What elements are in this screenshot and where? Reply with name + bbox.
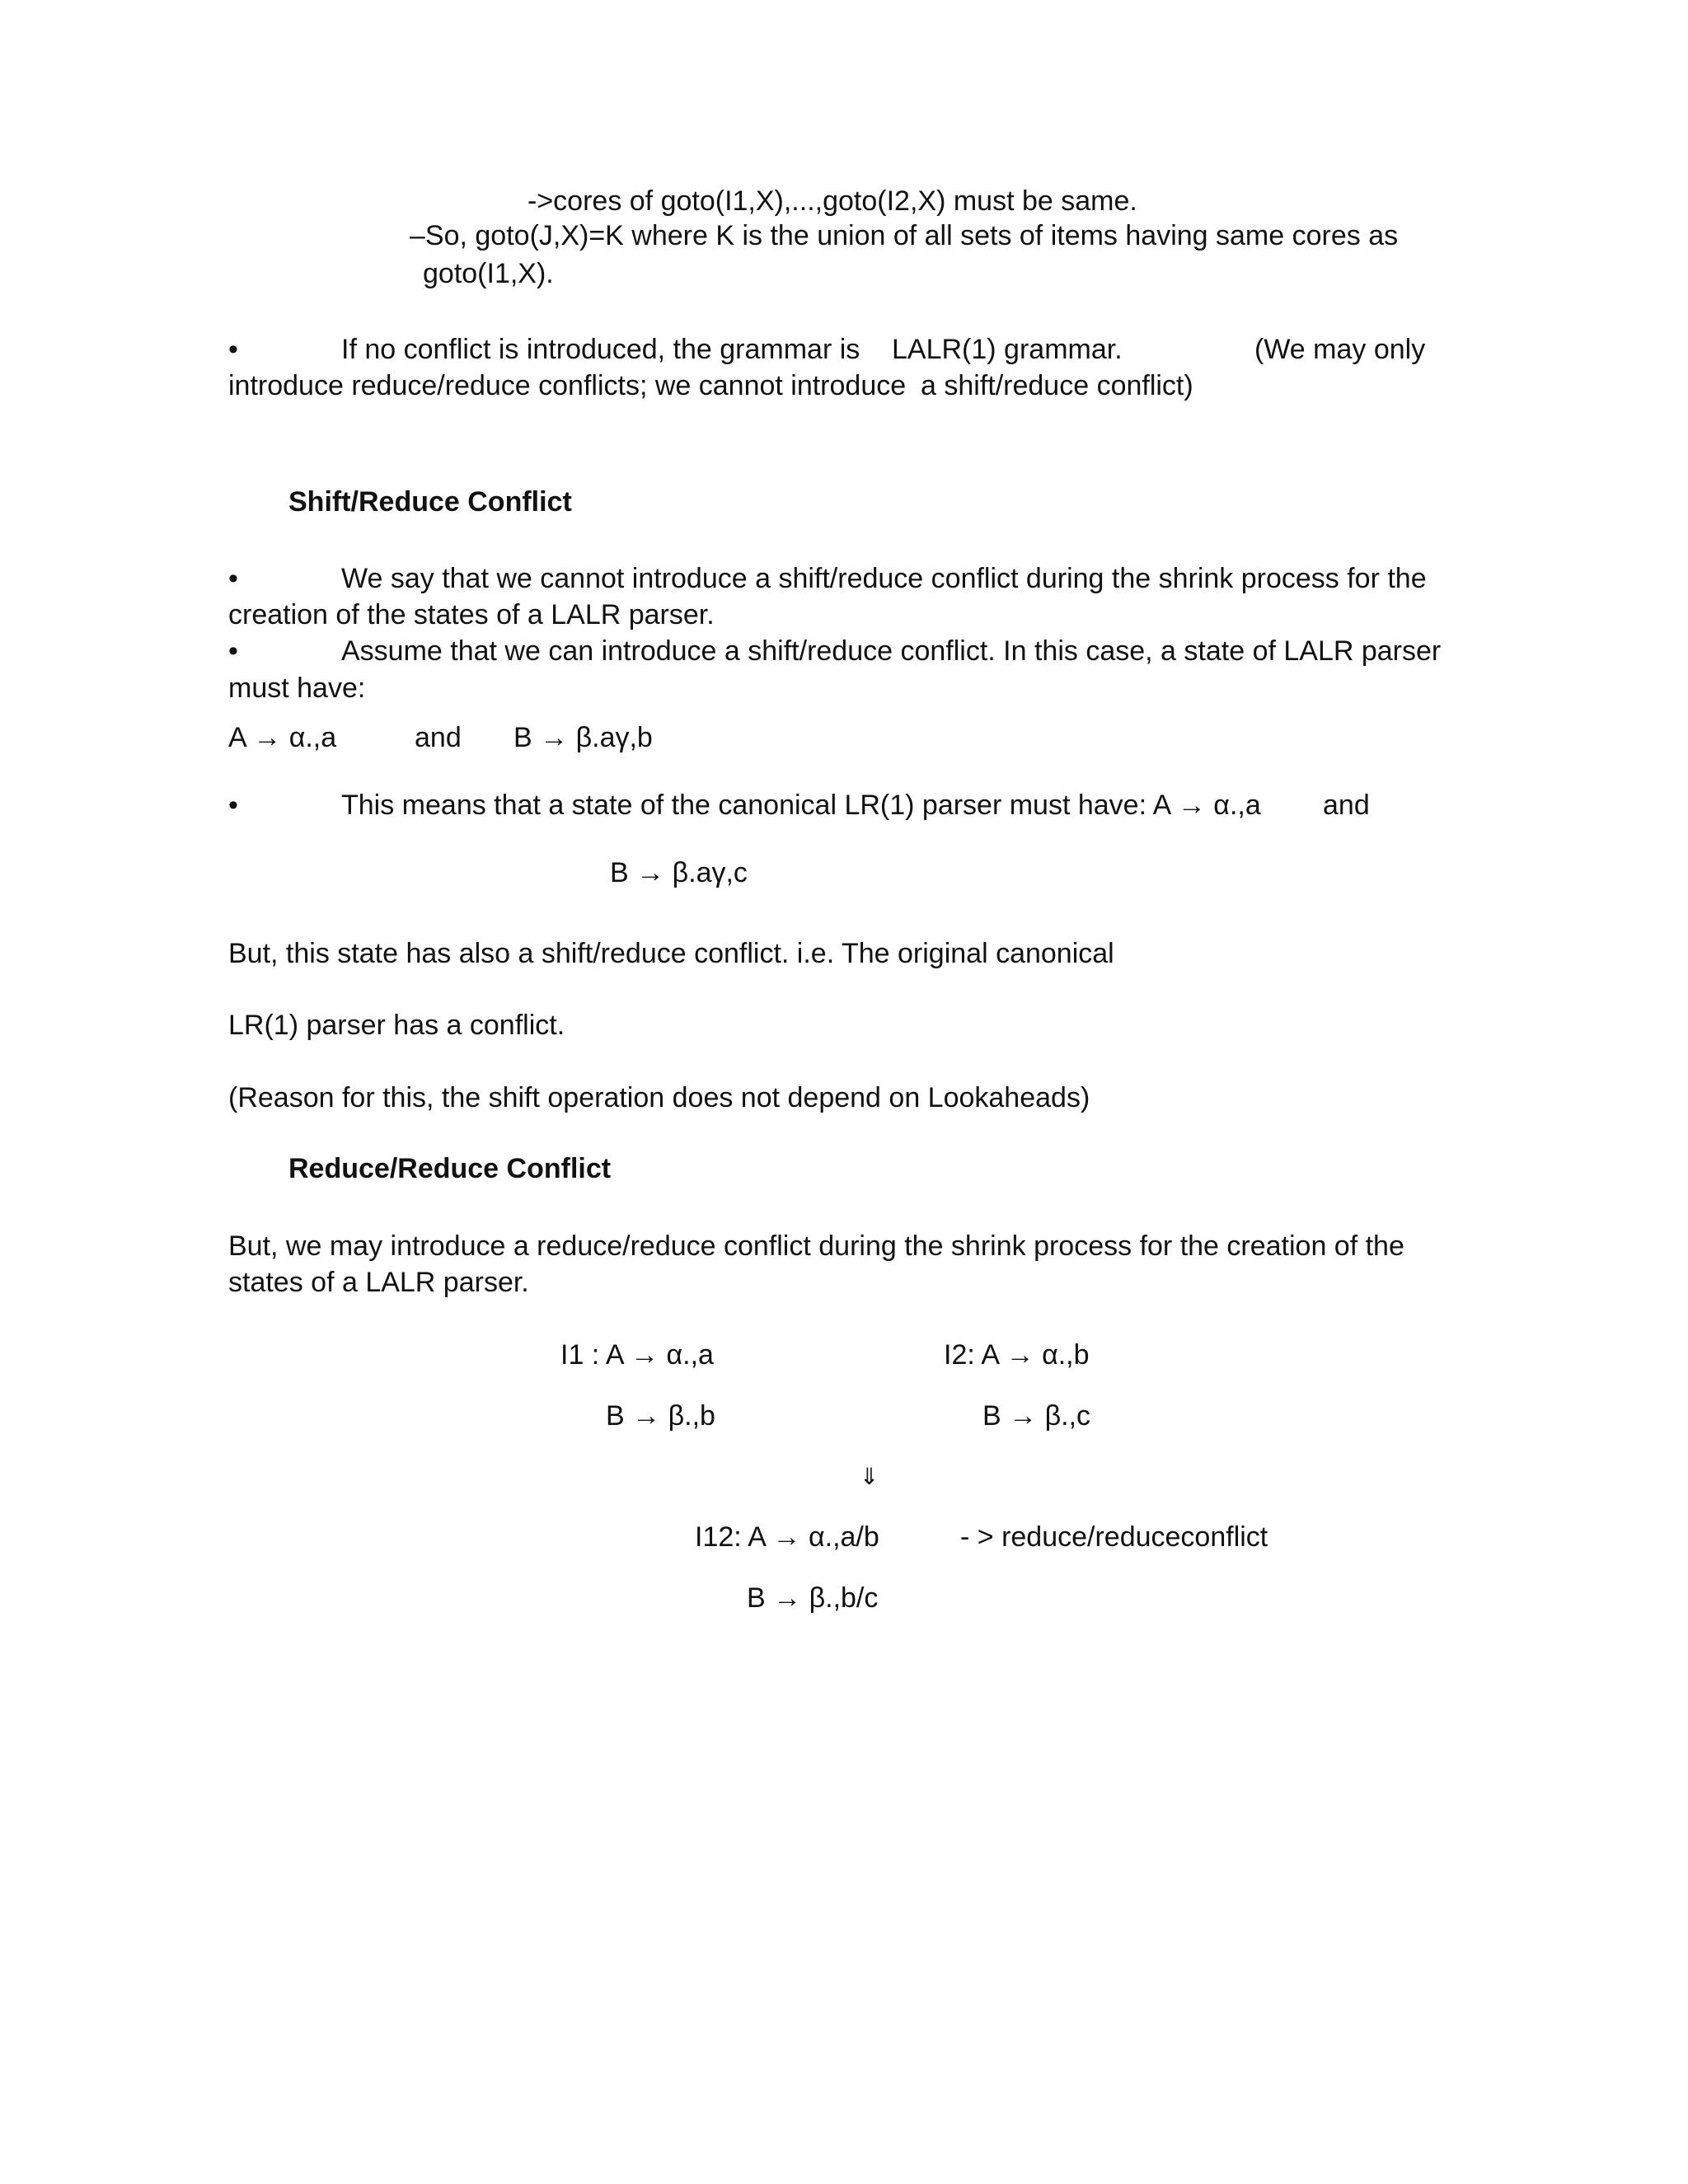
production-b-c: B → β.aγ,c — [610, 857, 748, 888]
lalr-note-col1: If no conflict is introduced, the grammar is — [341, 334, 860, 365]
sr-bullet2-line1: Assume that we can introduce a shift/reduce conflict. In this case, a state of LALR parser — [341, 635, 1442, 667]
conflict-note: - > reduce/reduceconflict — [960, 1521, 1268, 1553]
sr-para-2: LR(1) parser has a conflict. — [228, 1010, 565, 1041]
intro-line-1: ->cores of goto(I1,X),...,goto(I2,X) must be same. — [528, 185, 1137, 217]
and-text: and — [415, 722, 462, 753]
lalr-note-col2: LALR(1) grammar. — [892, 334, 1123, 365]
state-i2-item-a: I2: A → α.,b — [944, 1339, 1090, 1371]
sr-bullet1-line2: creation of the states of a LALR parser. — [228, 599, 715, 630]
rr-line-2: states of a LALR parser. — [228, 1267, 529, 1298]
state-i1-item-b: B → β.,b — [606, 1400, 715, 1432]
rr-line-1: But, we may introduce a reduce/reduce conflict during the shrink process for the creation of the — [228, 1230, 1404, 1262]
state-i2-item-b: B → β.,c — [982, 1400, 1091, 1432]
section-heading-reduce-reduce: Reduce/Reduce Conflict — [288, 1153, 612, 1184]
down-arrow-icon: ⇓ — [860, 1464, 879, 1489]
state-i12-item-b: B → β.,b/c — [747, 1582, 879, 1614]
intro-line-2: –So, goto(J,X)=K where K is the union of all sets of items having same cores as — [410, 220, 1399, 251]
production-a: A → α.,a — [228, 722, 337, 753]
and-text: and — [1323, 790, 1370, 821]
sr-para-3: (Reason for this, the shift operation does not depend on Lookaheads) — [228, 1082, 1090, 1113]
production-b: B → β.aγ,b — [513, 722, 653, 753]
intro-line-3: goto(I1,X). — [423, 258, 554, 289]
state-i12-item-a: I12: A → α.,a/b — [695, 1521, 879, 1553]
state-i1-item-a: I1 : A → α.,a — [560, 1339, 714, 1371]
section-heading-shift-reduce: Shift/Reduce Conflict — [288, 486, 572, 518]
lalr-note-col3: (We may only — [1254, 334, 1426, 365]
bullet: • — [228, 334, 238, 365]
bullet: • — [228, 635, 238, 667]
sr-bullet3-text: This means that a state of the canonical LR(1) parser must have: A → α.,a — [341, 790, 1261, 821]
bullet: • — [228, 563, 238, 594]
bullet: • — [228, 790, 238, 821]
sr-bullet2-line2: must have: — [228, 673, 366, 704]
sr-para-1: But, this state has also a shift/reduce conflict. i.e. The original canonical — [228, 938, 1114, 969]
lalr-note-line2a: introduce reduce/reduce conflicts; we cannot introduce — [228, 370, 907, 401]
lalr-note-line2b: a shift/reduce conflict) — [921, 370, 1193, 401]
sr-bullet1-line1: We say that we cannot introduce a shift/reduce conflict during the shrink process for the — [341, 563, 1427, 594]
